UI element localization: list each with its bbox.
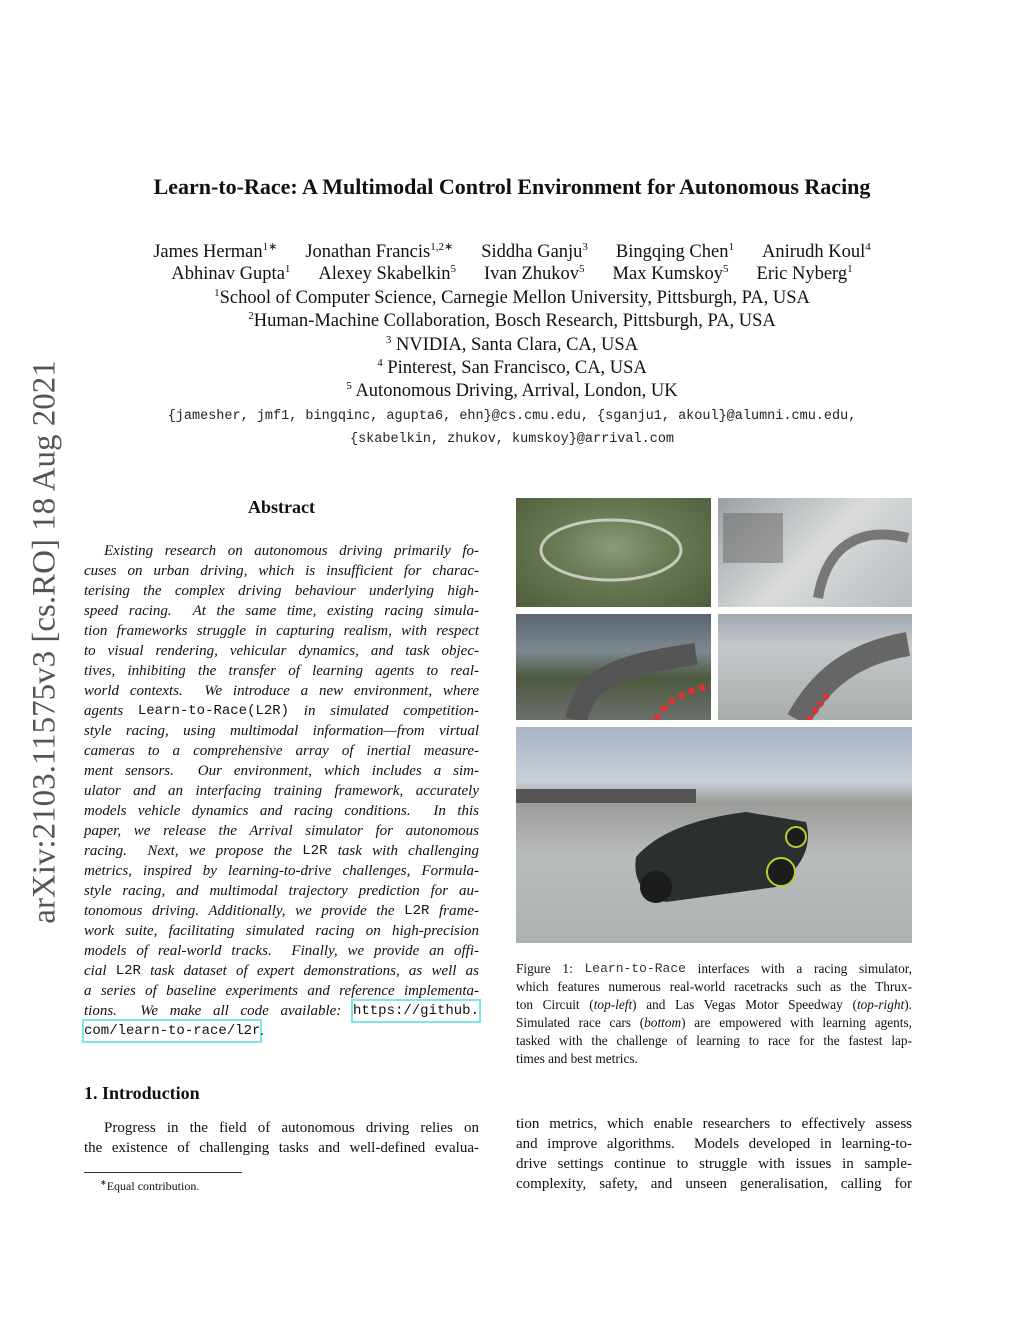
abstract-line [84,781,479,801]
inline-code: L2R [115,963,141,979]
caption-text: ) are empowered with learning agents, [681,1015,912,1030]
footnote-mark: ∗ [100,1178,107,1187]
abstract-text: models of real-world tracks. Finally, we provide an offi- [84,943,479,959]
abstract-line [84,901,479,921]
author [762,242,871,262]
abstract-line [84,601,479,621]
abstract-line [84,881,479,901]
figure-track-view-left [516,614,711,720]
abstract-line [84,641,479,661]
abstract-text: style racing, using multimodal information—from virtual [84,723,479,739]
abstract-text: tions. We make all code available: [84,1003,353,1019]
abstract-text: to visual rendering, vehicular dynamics, and task objec- [84,643,479,659]
abstract-line [84,861,479,881]
authors-row-2 [0,263,1024,285]
abstract-text: world contexts. We introduce a new environment, where [84,683,479,699]
abstract-text: ment sensors. Our environment, which includes a sim- [84,763,479,779]
arxiv-identifier: arXiv:2103.11575v3 [cs.RO] 18 Aug 2021 [26,360,63,924]
github-link[interactable]: https://github. [352,1003,479,1019]
figure-thruxton-aerial [516,498,711,607]
caption-text: top-right [856,997,905,1012]
affiliation [0,357,1024,379]
affiliation [0,310,1024,332]
abstract-text: speed racing. At the same time, existing racing simula- [84,603,479,619]
abstract-text: paper, we release the Arrival simulator for autonomous [84,823,479,839]
caption-text: times and best metrics. [516,1051,638,1066]
affiliation [0,287,1024,309]
author-affiliation-mark: 1 [728,241,734,253]
inline-code: Learn-to-Race [584,961,686,976]
author-affiliation-mark: 5 [579,263,585,275]
affiliation-text: Pinterest, San Francisco, CA, USA [382,358,647,379]
caption-text: ) and Las Vegas Motor Speedway ( [632,997,857,1012]
author-name: Ivan Zhukov [483,264,580,285]
caption-line [516,1014,912,1032]
author-name: James Herman [153,242,263,263]
intro-left-line-1: Progress in the field of autonomous driving relies on [104,1120,479,1136]
abstract-line [84,541,479,561]
author-affiliation-mark: 1,2∗ [430,241,454,253]
abstract-line [84,721,479,741]
intro-right-line-2: and improve algorithms. Models developed in learning-to- [516,1136,912,1152]
author-affiliation-mark: 3 [582,241,588,253]
intro-right-line-3: drive settings continue to struggle with issues in sample- [516,1156,912,1172]
author-affiliation-mark: 1 [847,263,853,275]
authors-row-1 [0,240,1024,263]
github-link[interactable]: com/learn-to-race/l2r [84,1023,261,1039]
figure-race-car [516,727,912,943]
abstract-text: cameras to a comprehensive array of inertial measure- [84,743,479,759]
emails-line-1: {jamesher, jmf1, bingqinc, agupta6, ehn}@cs.cmu.edu, {sganju1, akoul}@alumni.cmu.edu, [167,409,857,424]
author [318,264,456,284]
abstract-text: cuses on urban driving, which is insufficient for charac- [84,563,479,579]
abstract-line [84,701,479,721]
caption-line [516,1050,912,1068]
author-name: Siddha Ganju [481,242,583,263]
abstract-text: metrics, inspired by learning-to-drive challenges, Formula- [84,863,479,879]
caption-line [516,960,912,978]
paper-title: Learn-to-Race: A Multimodal Control Environment for Autonomous Racing [153,174,871,199]
affiliation-text: Autonomous Driving, Arrival, London, UK [351,381,678,402]
author [616,242,734,262]
caption-text: Simulated race cars ( [516,1015,645,1030]
abstract-line [84,741,479,761]
abstract-line [84,581,479,601]
author [757,264,853,284]
abstract-text: style racing, and multimodal trajectory prediction for au- [84,883,479,899]
footnote-rule [84,1172,242,1173]
footnote-text: Equal contribution. [106,1179,200,1193]
author-name: Jonathan Francis [305,242,431,263]
abstract-line [84,561,479,581]
author [171,264,290,284]
caption-text: which features numerous real-world racetracks such as the Thrux- [516,979,912,994]
abstract-text: ulator and an interfacing training framework, accurately [84,783,479,799]
inline-code: L2R [302,843,328,859]
abstract-text: cial [84,963,116,979]
caption-line [516,1032,912,1050]
intro-right-line-4: complexity, safety, and unseen generalisation, calling for [516,1176,912,1192]
intro-left-line-2: the existence of challenging tasks and well-defined evalua- [84,1140,479,1156]
footnote [100,1178,199,1194]
abstract-line [84,1001,479,1021]
author-name: Alexey Skabelkin [318,264,451,285]
introduction-heading: 1. Introduction [84,1083,200,1103]
author [484,264,585,284]
caption-text: top-left [593,997,633,1012]
abstract-line [84,621,479,641]
author-name: Eric Nyberg [756,264,848,285]
abstract-text: work suite, facilitating simulated racing on high-precision [84,923,479,939]
author-name: Anirudh Koul [761,242,866,263]
caption-text: ). [904,997,912,1012]
author [481,242,588,262]
author-affiliation-mark: 1∗ [262,241,278,253]
affiliation-text: Human-Machine Collaboration, Bosch Research, Pittsburgh, PA, USA [253,311,776,332]
caption-text: bottom [644,1015,682,1030]
intro-right-line-1: tion metrics, which enable researchers to effectively assess [516,1116,912,1132]
abstract-text: tives, inhibiting the transfer of learning agents to real- [84,663,479,679]
caption-line [516,996,912,1014]
figure-track-view-right [718,614,912,720]
abstract-text: terising the complex driving behaviour underlying high- [84,583,479,599]
abstract-heading: Abstract [248,497,315,517]
affiliation-text: School of Computer Science, Carnegie Mellon University, Pittsburgh, PA, USA [219,288,810,309]
author [153,242,277,262]
abstract-line [84,961,479,981]
author-name: Abhinav Gupta [171,264,285,285]
abstract-line [84,821,479,841]
emails-line-2: {skabelkin, zhukov, kumskoy}@arrival.com [349,432,675,447]
author-name: Max Kumskoy [612,264,724,285]
author-affiliation-mark: 1 [284,263,291,275]
abstract-line [84,921,479,941]
abstract-text: a series of baseline experiments and reference implementa- [84,983,479,999]
affiliation-mark: 4 [377,356,383,369]
abstract-text: task with challenging [327,843,479,859]
abstract-line [84,1021,479,1041]
abstract-text: in simulated competition- [289,703,479,719]
author-name: Bingqing Chen [615,242,729,263]
caption-text: interfaces with a racing simulator, [685,961,912,976]
inline-code: Learn-to-Race(L2R) [137,703,290,719]
abstract-text: tion frameworks struggle in capturing realism, with respect [84,623,479,639]
caption-text: ton Circuit ( [516,997,594,1012]
caption-text: Figure 1: [516,961,585,976]
caption-line [516,978,912,996]
affiliation-mark: 1 [214,287,220,299]
abstract-text: models vehicle dynamics and racing conditions. In this [84,803,479,819]
author-affiliation-mark: 5 [723,263,729,275]
affiliation-mark: 5 [346,380,352,393]
affiliation-mark: 2 [248,310,254,323]
abstract-text: Existing research on autonomous driving primarily fo- [104,543,479,559]
author-affiliation-mark: 4 [865,241,871,253]
abstract-line [84,941,479,961]
abstract-text: tonomous driving. Additionally, we provide the [84,903,405,919]
author [305,242,453,262]
abstract-line [84,981,479,1001]
inline-code: L2R [404,903,430,919]
abstract-line [84,681,479,701]
abstract-line [84,661,479,681]
abstract-line [84,841,479,861]
abstract-text: agents [84,703,138,719]
caption-text: tasked with the challenge of learning to race for the fastest lap- [516,1033,912,1048]
abstract-text: task dataset of expert demonstrations, as well as [140,963,479,979]
affiliation [0,380,1024,402]
abstract-line [84,801,479,821]
affiliation-mark: 3 [385,333,392,346]
abstract-text: frame- [429,903,479,919]
affiliation-text: NVIDIA, Santa Clara, CA, USA [391,334,639,355]
abstract-text: . [260,1023,265,1039]
abstract-line [84,761,479,781]
abstract-text: racing. Next, we propose the [84,843,303,859]
affiliation [0,334,1024,356]
figure-las-vegas-aerial [718,498,912,607]
author [613,264,729,284]
author-affiliation-mark: 5 [450,263,456,275]
